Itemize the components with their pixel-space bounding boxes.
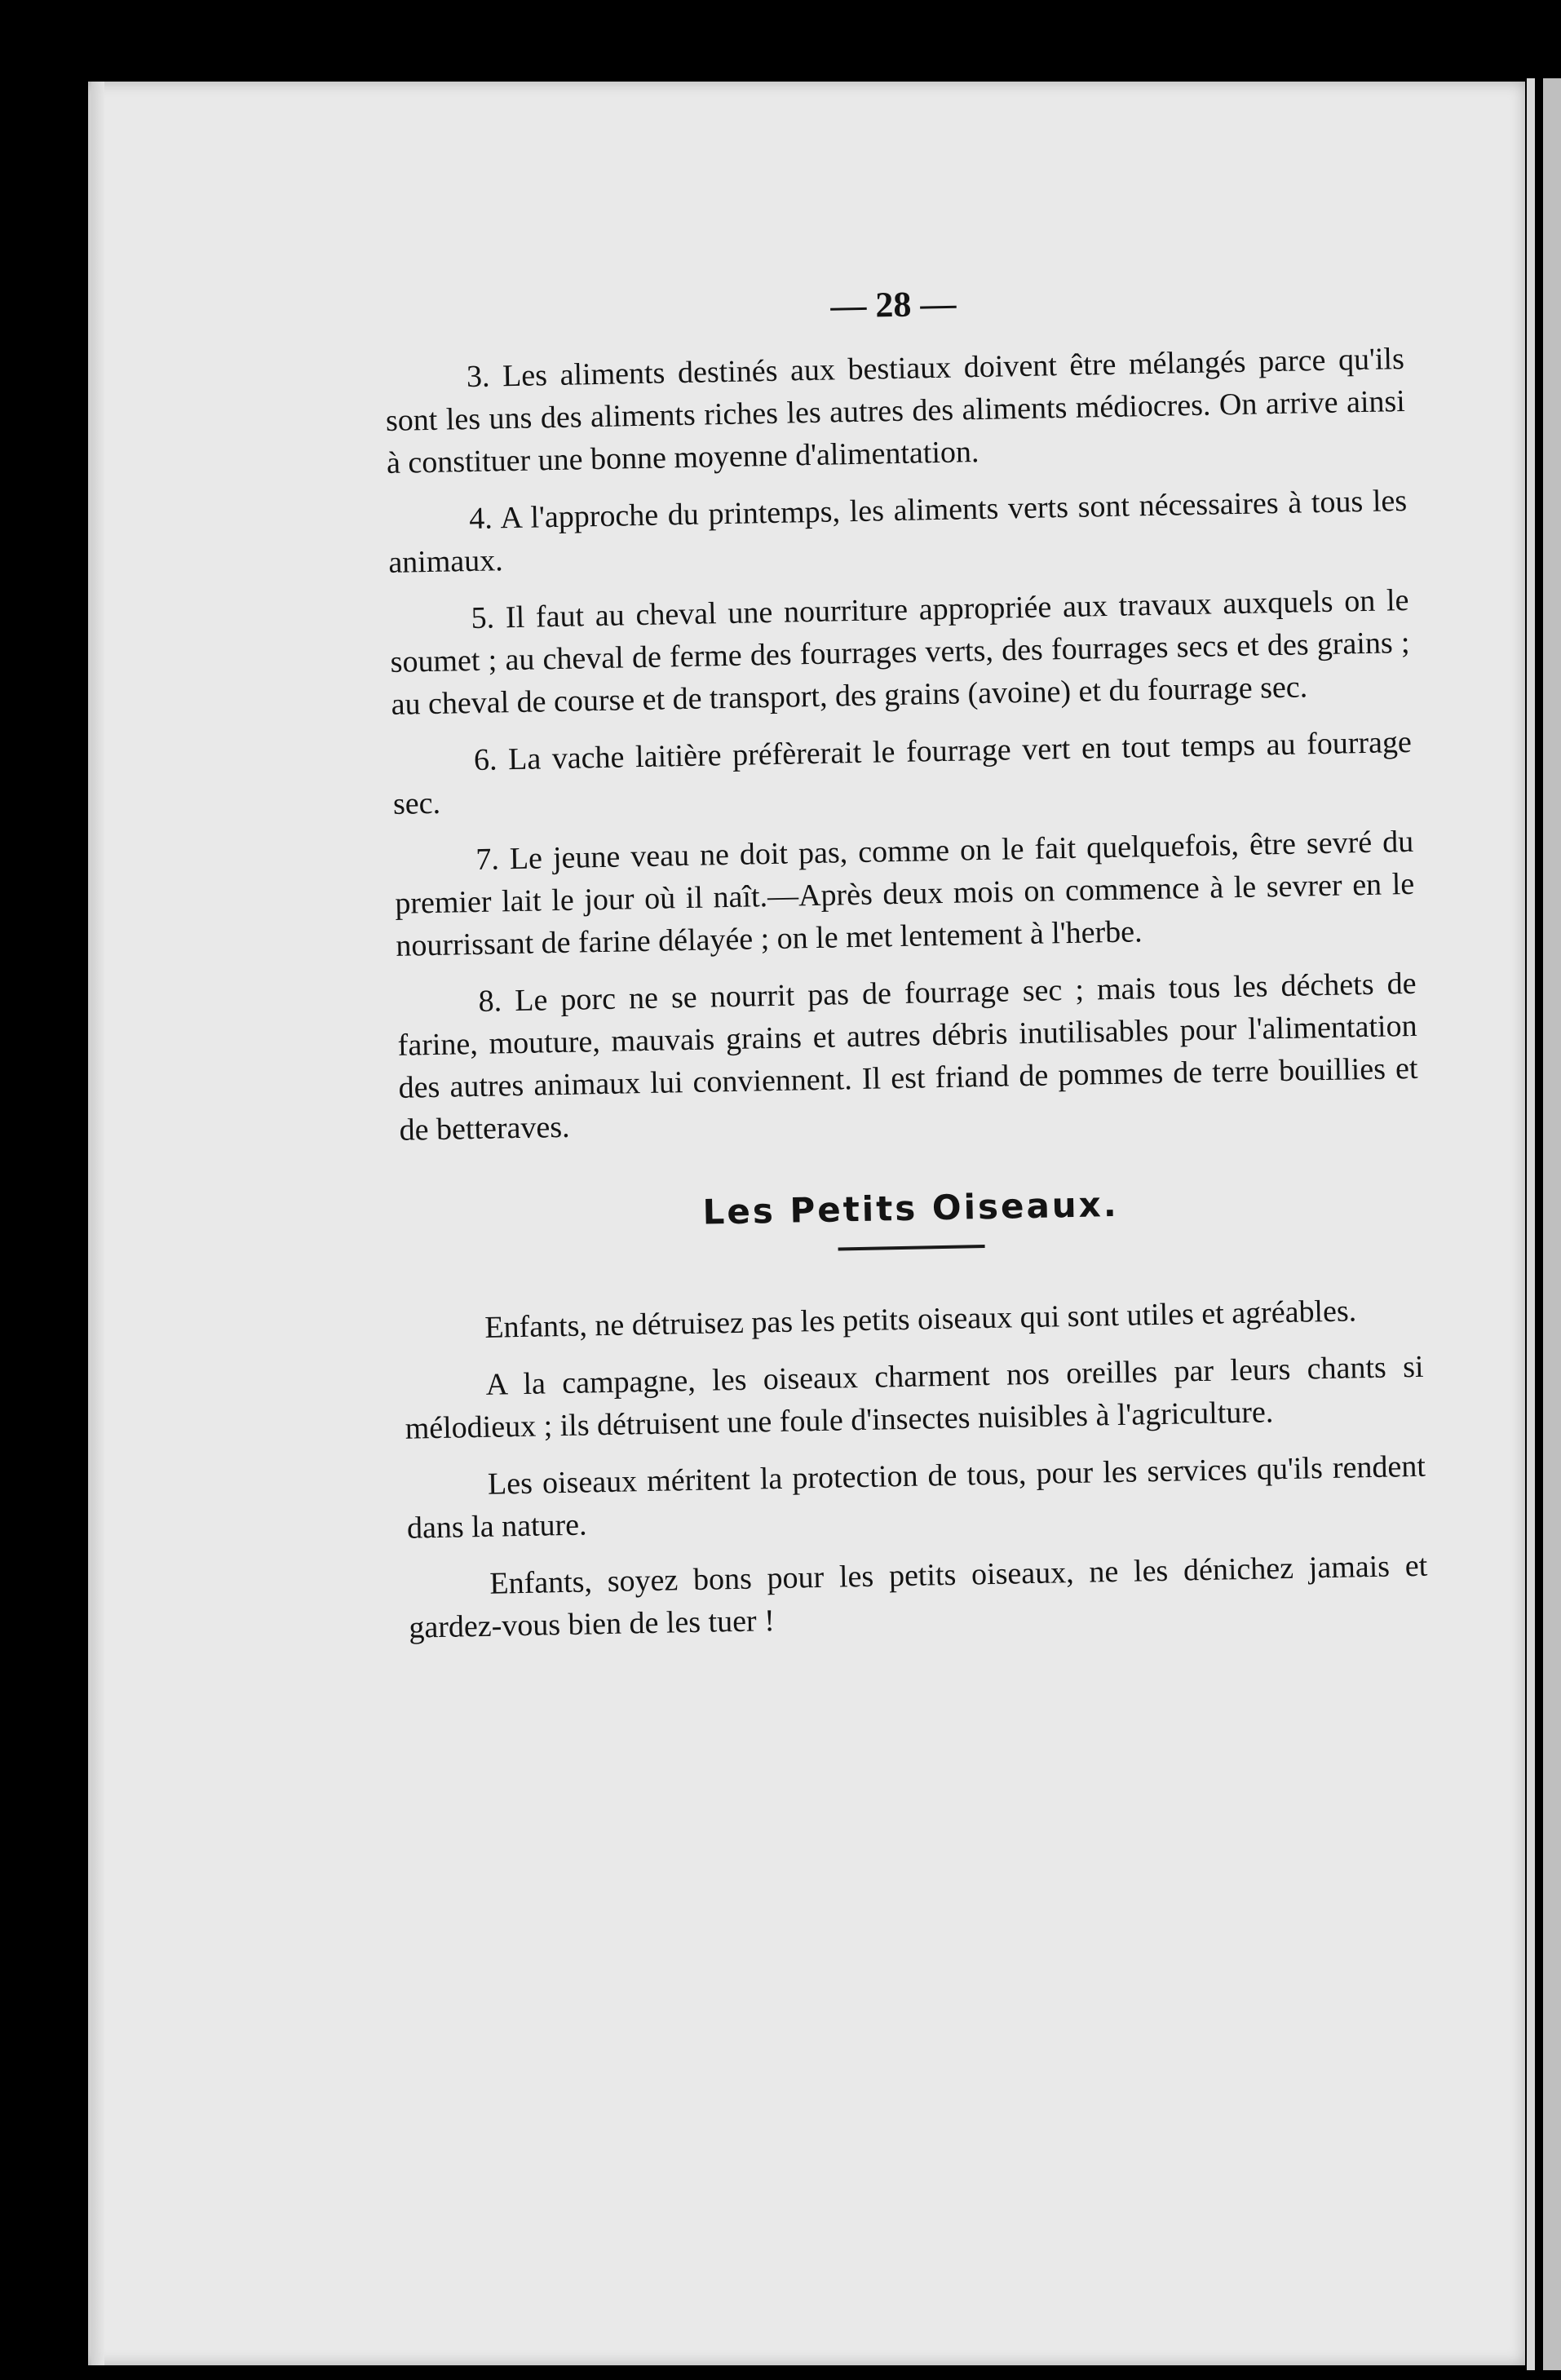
birds-paragraph-2: A la campagne, les oiseaux charment nos oreilles par leurs chants si mélodieux ; ils détruisent une foule d'insectes nuisibles à l'agriculture. — [405, 1349, 1424, 1446]
birds-paragraph-1: Enfants, ne détruisez pas les petits oiseaux qui sont utiles et agréables. — [484, 1294, 1357, 1345]
section-divider — [838, 1245, 985, 1250]
birds-paragraph-3: Les oiseaux méritent la protection de tous, pour les services qu'ils rendent dans la nature. — [406, 1449, 1426, 1546]
birds-paragraph-4: Enfants, soyez bons pour les petits oiseaux, ne les dénichez jamais et gardez-vous bien de les tuer ! — [409, 1548, 1428, 1645]
adjacent-page-edge — [1527, 78, 1535, 2370]
paragraph-8: 8. Le porc ne se nourrit pas de fourrage sec ; mais tous les déchets de farine, mouture, mauvais grains et autres débris inutilisables pour l'alimentation des autres animaux lui conviennent. Il est friand de pommes de terre bouillies et de betteraves. — [397, 966, 1418, 1148]
paragraph-4: 4. A l'approche du printemps, les aliments verts sont nécessaires à tous les animaux. — [387, 483, 1408, 580]
page-binding-edge — [91, 82, 104, 2365]
paragraph-5: 5. Il faut au cheval une nourriture appropriée aux travaux auxquels on le soumet ; au cheval de ferme des fourrages verts, des fourrages secs et des grains ; au cheval de course et de transport, des grains (avoine) et du fourrage sec. — [390, 582, 1410, 722]
paragraph-3: 3. Les aliments destinés aux bestiaux doivent être mélangés parce qu'ils sont les uns des aliments riches les autres des aliments médiocres. On arrive ainsi à constituer une bonne moyenne d'alimentation. — [385, 341, 1406, 480]
page-number: — 28 — — [829, 283, 957, 326]
paragraph-6: 6. La vache laitière préfèrerait le fourrage vert en tout temps au fourrage sec. — [392, 724, 1413, 821]
adjacent-page-edge-outer — [1543, 78, 1561, 2370]
paragraph-7: 7. Le jeune veau ne doit pas, comme on le fait quelquefois, être sevré du premier lait le jour où il naît.—Après deux mois on commence à le sevrer en le nourrissant de farine délayée ; on le met lentement à l'herbe. — [394, 824, 1415, 963]
section-title: Les Petits Oiseaux. — [702, 1183, 1120, 1232]
page-text — [383, 274, 1429, 1664]
